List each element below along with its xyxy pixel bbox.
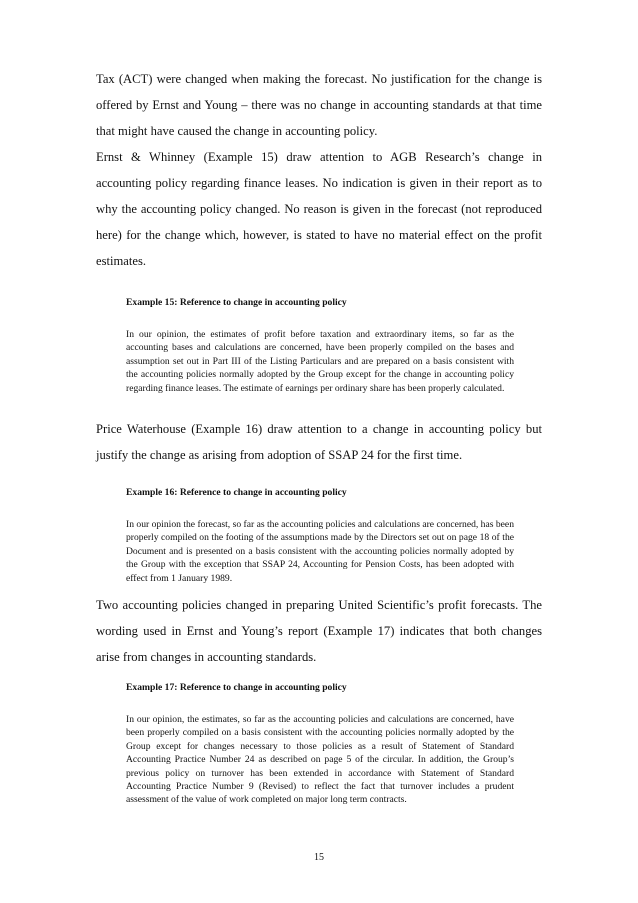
example-15-body: In our opinion, the estimates of profit before taxation and extraordinary items, so far as the accounting bases and calculations are concerned, have been properly compiled on the bases and assumption set out in Part III of the Listing Particulars and are prepared on a basis consistent with the accounting policies normally adopted by the Group except for the change in accounting policy regarding finance leases. The estimate of earnings per ordinary share has been properly calculated.	[126, 329, 514, 394]
example-15-title: Example 15: Reference to change in accounting policy	[126, 297, 347, 308]
paragraph-price-waterhouse: Price Waterhouse (Example 16) draw attention to a change in accounting policy but justify the change as arising from adoption of SSAP 24 for the first time.	[96, 422, 542, 462]
example-16-block	[126, 486, 514, 585]
example-15-block	[126, 296, 514, 395]
paragraph-united-scientific: Two accounting policies changed in preparing United Scientific’s profit forecasts. The wording used in Ernst and Young’s report (Example 17) indicates that both changes arise from changes in accounting standards.	[96, 598, 542, 664]
paragraph-act-change: Tax (ACT) were changed when making the forecast. No justification for the change is offered by Ernst and Young – there was no change in accounting standards at that time that might have caused the change in accounting policy.	[96, 72, 542, 138]
example-17-body: In our opinion, the estimates, so far as the accounting policies and calculations are concerned, have been properly compiled on a basis consistent with the accounting policies normally adopted by the Group except for changes necessary to those policies as a result of Statement of Standard Accounting Practice Number 24 as described on page 5 of the circular. In addition, the Group’s previous policy on turnover has been extended in accordance with Statement of Standard Accounting Practice Number 9 (Revised) to reflect the fact that turnover includes a prudent assessment of the value of work completed on major long term contracts.	[126, 714, 514, 806]
example-16-title: Example 16: Reference to change in accounting policy	[126, 487, 347, 498]
example-17-block	[126, 681, 514, 807]
example-16-body: In our opinion the forecast, so far as the accounting policies and calculations are concerned, has been properly compiled on the footing of the assumptions made by the Directors set out on page 18 of the Document and is presented on a basis consistent with the accounting policies normally adopted by the Group with the exception that SSAP 24, Accounting for Pension Costs, has been adopted with effect from 1 January 1989.	[126, 519, 514, 584]
paragraph-ernst-whinney: Ernst & Whinney (Example 15) draw attention to AGB Research’s change in accounting policy regarding finance leases. No indication is given in their report as to why the accounting policy changed. No reason is given in the forecast (not reproduced here) for the change which, however, is stated to have no material effect on the profit estimates.	[96, 150, 542, 268]
example-17-title: Example 17: Reference to change in accounting policy	[126, 682, 347, 693]
page-number: 15	[314, 852, 324, 863]
